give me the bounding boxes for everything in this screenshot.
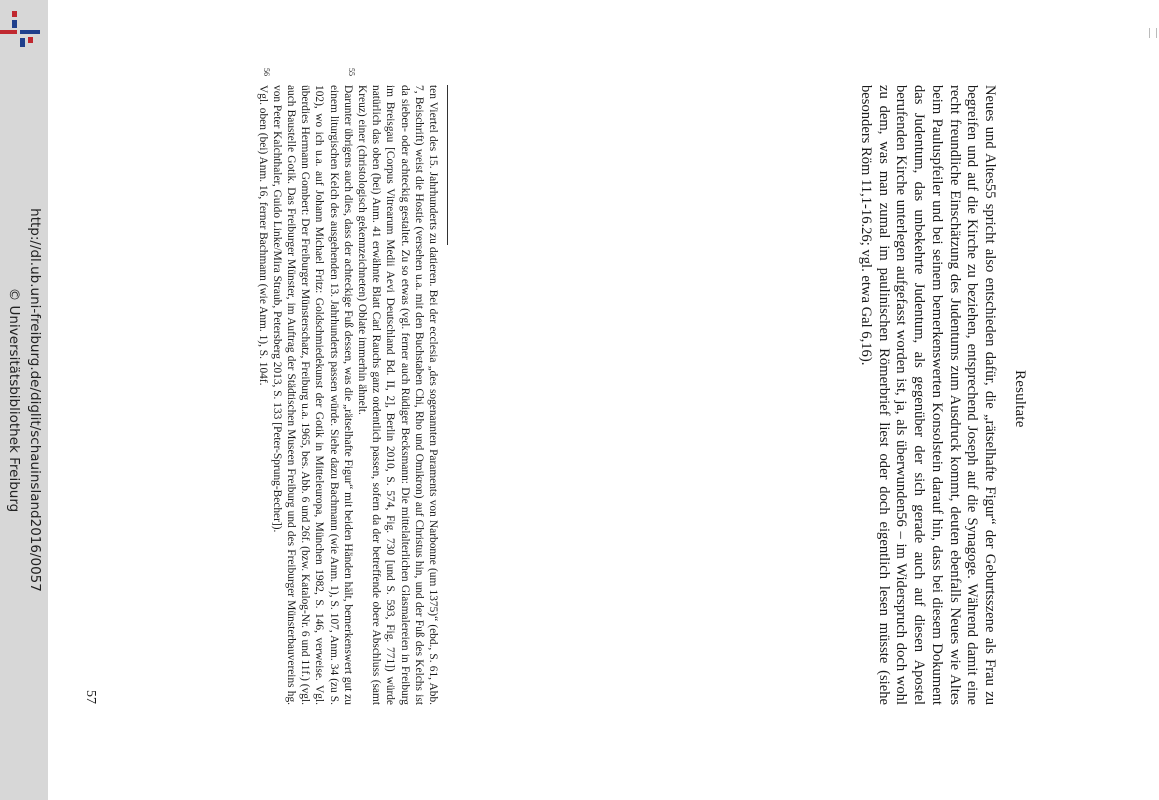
footnote-text: Darunter übrigens auch dies, dass der achteckige Fuß dessen, was die „rätselhafte Figur“ mit beiden Händen hält, bemerkenswert gut zu einem liturgischen Kelch des ausgehenden 13. Jahrhunderts passen würde. Siehe dazu Bachmann (wie Anm. 1), S. 107, Anm. 34 (zu S. 102), wo ich u.a. auf Johann Michael Fritz: Goldschmiedekunst der Gotik in Mitteleuropa, München 1982, S. 146, verweise. Vgl. überdies Hermann Gombert: Der Freiburger Münsterschatz, Freiburg u.a. 1965, bes. Abb. 6 und 26f. (bzw. Katalog-Nr. 6 und 11f.) (vgl. auch Baustelle Gotik. Das Freiburger Münster, im Auftrag der Städtischen Museen Freiburg und des Freiburger Münsterbauvereins hg. von Peter Kalchthaler, Guido Linke/Mira Straub, Petersberg 2013, S. 133 [Peter-Sprung-Becher]). [270, 85, 354, 705]
footnotes [255, 68, 440, 705]
running-head: Resultate [1012, 370, 1028, 428]
footnote-text: Vgl. oben (bei) Anm. 16, ferner Bachmann (wie Anm. 1), S. 104f. [256, 85, 269, 386]
footnote-number: 56 [261, 68, 271, 76]
footnote-56 [255, 68, 269, 705]
footnote-continuation: ten Viertel des 15. Jahrhunderts zu datieren. Bei der ecclesia „des sogenannten Paraments von Narbonne (um 1375)“ (ebd., S. 61, Abb. 7, Beischrift) weist die Hostie (versehen u.a. mit den Buchstaben Chi, Rho und Omikron) auf Christus hin, und der Fuß des Kelchs ist da sieben- oder achteckig gestaltet. Zu so etwas (vgl. ferner auch Rüdiger Becksmann: Die mittelalterlichen Glasmalereien in Freiburg im Breisgau [Corpus Vitrearum Medii Aevi Deutschland Bd. II, 2], Berlin 2010, S. 574, Fig. 730 [und S. 593, Fig. 771]) würde natürlich das oben (bei) Anm. 41 erwähnte Blatt Carl Rauchs ganz ordentlich passen, sofern da der betreffende obere Abschluss (samt Kreuz) einer (christologisch gekennzeichneten) Oblate immerhin ähnelt. [355, 85, 439, 705]
body-paragraph: Neues und Altes55 spricht also entschieden dafür, die „rätselhafte Figur“ der Geburtsszene als Frau zu begreifen und auf die Kirche zu beziehen, entsprechend Joseph auf die Synagoge. Während damit eine recht freundliche Einschätzung des Judentums zum Ausdruck kommt, deuten ebenfalls Neues wie Altes beim Pauluspfeiler und bei seinem bemerkenswerten Konsolstein darauf hin, dass bei diesem Dokument das Judentum, das unbekehrte Judentum, als gegenüber der sich gerade auch auf diesen Apostel berufenden Kirche unterlegen aufgefasst worden ist, ja, als überwunden56 – im Widerspruch doch wohl zu dem, was man zumal im paulinischen Römerbrief liest oder doch eigentlich lesen müsste (siehe besonders Röm 11,1-16.26; vgl. etwa Gal 6,16). [858, 85, 998, 705]
footnote-55 [270, 68, 355, 705]
university-logo-icon [0, 8, 44, 48]
footnote-number: 55 [346, 68, 356, 76]
page-number: 57 [83, 690, 98, 704]
page-edge-mark [1149, 28, 1157, 38]
permalink-url[interactable]: http://dl.ub.uni-freiburg.de/diglit/schauinsland2016/0057 [27, 208, 43, 592]
footnote-separator [447, 85, 448, 245]
scanned-page [28, 50, 1028, 790]
copyright-notice: © Universitätsbibliothek Freiburg [6, 287, 22, 513]
